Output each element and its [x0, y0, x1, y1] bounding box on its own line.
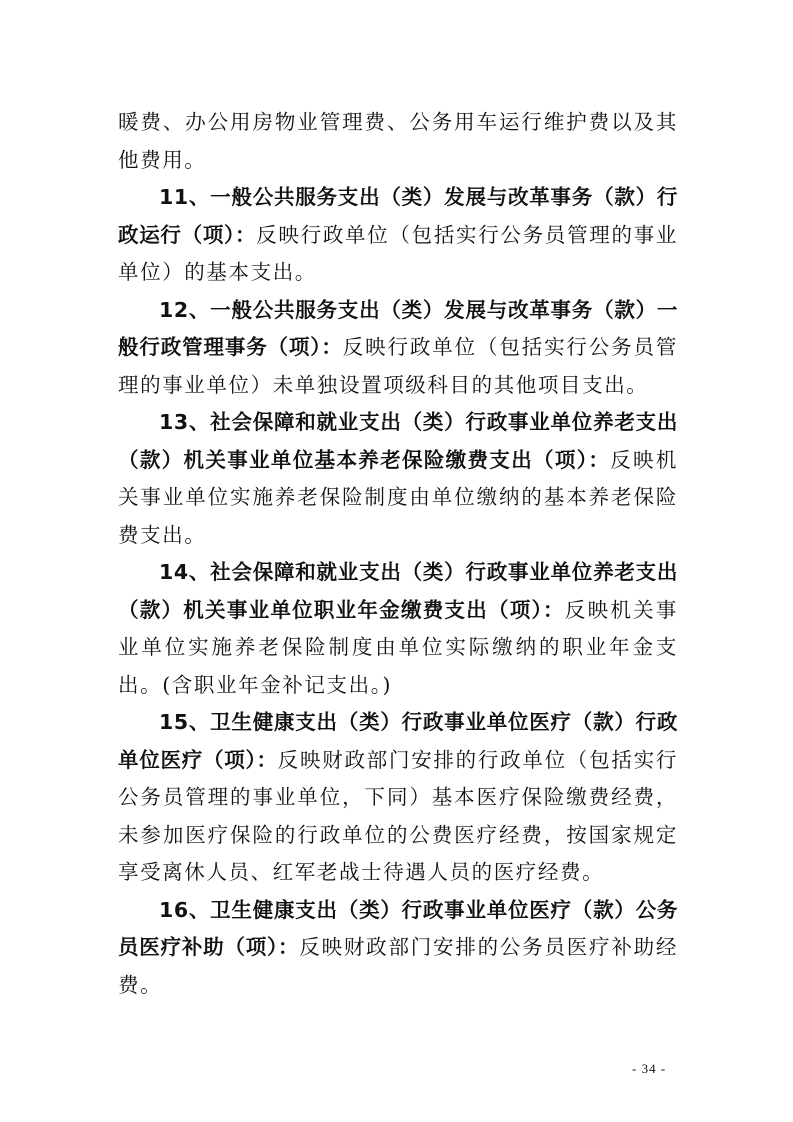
- paragraph-item-15: [118, 704, 678, 892]
- paragraph-body: 反映机关事业单位实施养老保险制度由单位实际缴纳的职业年金支出。(含职业年金补记支出。): [118, 597, 678, 697]
- paragraph-heading: 16、卫生健康支出（类）行政事业单位医疗（款）公务员医疗补助（项）：: [118, 897, 678, 959]
- paragraph-item-11: [118, 179, 678, 292]
- paragraph-heading: 14、社会保障和就业支出（类）行政事业单位养老支出（款）机关事业单位职业年金缴费支出（项）：: [118, 560, 678, 622]
- paragraph-body: 反映行政单位（包括实行公务员管理的事业单位）未单独设置项级科目的其他项目支出。: [118, 335, 678, 397]
- page-number: - 34 -: [632, 1061, 667, 1076]
- paragraph-item-13: [118, 404, 678, 554]
- paragraph-heading: 11、一般公共服务支出（类）发展与改革事务（款）行政运行（项）：: [118, 185, 678, 247]
- paragraph-heading: 12、一般公共服务支出（类）发展与改革事务（款）一般行政管理事务（项）：: [118, 297, 678, 359]
- paragraph-continuation: [118, 104, 678, 179]
- paragraph-heading: 15、卫生健康支出（类）行政事业单位医疗（款）行政单位医疗（项）：: [118, 710, 678, 772]
- paragraph-body: 反映财政部门安排的公务员医疗补助经费。: [118, 935, 678, 997]
- paragraph-item-14: [118, 554, 678, 704]
- paragraph-body: 反映行政单位（包括实行公务员管理的事业单位）的基本支出。: [118, 222, 679, 284]
- paragraph-body: 反映机关事业单位实施养老保险制度由单位缴纳的基本养老保险费支出。: [118, 447, 678, 547]
- paragraph-heading: 13、社会保障和就业支出（类）行政事业单位养老支出（款）机关事业单位基本养老保险缴费支出（项）：: [118, 410, 678, 472]
- paragraph-item-16: [118, 892, 678, 1005]
- paragraph-item-12: [118, 292, 678, 405]
- document-page: [118, 104, 678, 1004]
- paragraph-body: 反映财政部门安排的行政单位（包括实行公务员管理的事业单位，下同）基本医疗保险缴费经费，未参加医疗保险的行政单位的公费医疗经费，按国家规定享受离休人员、红军老战士待遇人员的医疗经费。: [118, 747, 678, 884]
- paragraph-body: 暖费、办公用房物业管理费、公务用车运行维护费以及其他费用。: [118, 110, 678, 172]
